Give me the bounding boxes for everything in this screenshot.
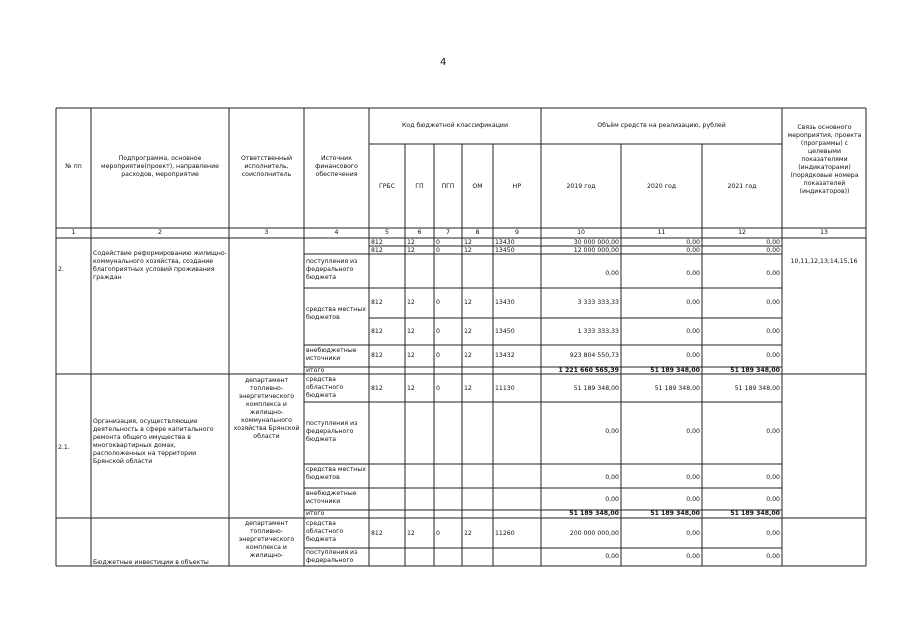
cell-pgp: 0 <box>436 530 440 537</box>
cell-2021: 0,00 <box>766 553 780 560</box>
section-2-num: 2. <box>58 266 64 273</box>
cell-source: поступления из федерального бюджета <box>306 420 358 443</box>
header-num: № пп <box>65 163 82 170</box>
cell-2020: 0,00 <box>686 239 700 246</box>
cell-2019: 1 333 333,33 <box>577 328 619 335</box>
colnum: 9 <box>515 229 519 236</box>
cell-2020: 51 189 348,00 <box>654 385 700 392</box>
cell-pgp: 0 <box>436 352 440 359</box>
cell-grbs: 812 <box>371 239 383 246</box>
cell-2019: 51 189 348,00 <box>573 385 619 392</box>
cell-grbs: 812 <box>371 299 383 306</box>
cell-2019: 3 333 333,33 <box>577 299 619 306</box>
header-volume: Объём средств на реализацию, рублей <box>597 122 726 129</box>
cell-om: 12 <box>464 299 472 306</box>
cell-source: поступления из федерального <box>306 549 358 564</box>
header-responsible: Ответственный исполнитель, соисполнитель <box>241 155 292 178</box>
cell-source-total: итого <box>306 510 325 517</box>
cell-om: 12 <box>464 385 472 392</box>
cell-gp: 12 <box>407 385 415 392</box>
header-program: Подпрограмма, основное мероприятие(проект), направление расходов, мероприятие <box>101 155 219 178</box>
section-2-title: Содействие реформированию жилищно-коммунального хозяйства, создание благоприятных условий проживания граждан <box>93 250 227 281</box>
colnum: 5 <box>385 229 389 236</box>
cell-np: 13432 <box>495 352 515 359</box>
cell-2020: 0,00 <box>686 428 700 435</box>
cell-2020-total: 51 189 348,00 <box>650 367 700 374</box>
cell-np: 13430 <box>495 239 515 246</box>
cell-2021: 0,00 <box>766 352 780 359</box>
cell-2020: 0,00 <box>686 474 700 481</box>
colnum: 8 <box>475 229 480 236</box>
cell-np: 11130 <box>495 385 515 392</box>
cell-grbs: 812 <box>371 385 383 392</box>
cell-2021-total: 51 189 348,00 <box>730 510 780 517</box>
header-pgp: ПГП <box>441 183 455 190</box>
cell-source: средства областного бюджета <box>306 520 344 543</box>
cell-np: 13450 <box>495 247 515 254</box>
header-budget-code: Код бюджетной классификации <box>402 122 508 129</box>
cell-2020: 0,00 <box>686 328 700 335</box>
cell-grbs: 812 <box>371 352 383 359</box>
cell-source: внебюджетные источники <box>306 347 357 362</box>
cell-2019: 200 000 000,00 <box>569 530 619 537</box>
cell-2020-total: 51 189 348,00 <box>650 510 700 517</box>
section-2-1-responsible: департамент топливно-энергетического комплекса и жилищно-коммунального хозяйства Брянской области <box>233 377 300 440</box>
cell-source-total: итого <box>306 367 325 374</box>
cell-pgp: 0 <box>436 239 440 246</box>
cell-om: 12 <box>464 352 472 359</box>
cell-2021-total: 51 189 348,00 <box>730 367 780 374</box>
cell-2021: 51 189 348,00 <box>734 385 780 392</box>
cell-2020: 0,00 <box>686 352 700 359</box>
colnum: 6 <box>417 229 422 236</box>
colnum: 2 <box>158 229 162 236</box>
cell-gp: 12 <box>407 299 415 306</box>
cell-2019: 0,00 <box>605 270 619 277</box>
cell-2021: 0,00 <box>766 328 780 335</box>
cell-source: средства местных бюджетов <box>306 306 366 321</box>
colnum: 3 <box>264 229 269 236</box>
cell-pgp: 0 <box>436 299 440 306</box>
header-2021: 2021 год <box>727 183 757 190</box>
cell-2021: 0,00 <box>766 428 780 435</box>
header-2020: 2020 год <box>646 183 677 190</box>
colnum: 7 <box>446 229 450 236</box>
cell-np: 13450 <box>495 328 515 335</box>
header-link: Связь основного мероприятия, проекта (программы) с целевыми показателями (индикаторами) (порядковые номера показателей (индикаторов)) <box>787 124 862 195</box>
header-gp: ГП <box>415 183 424 190</box>
cell-2019: 0,00 <box>605 553 619 560</box>
cell-2019: 0,00 <box>605 496 619 503</box>
cell-pgp: 0 <box>436 328 440 335</box>
section-2-2-title: Бюджетные инвестиции в объекты <box>93 559 209 566</box>
cell-grbs: 812 <box>371 530 383 537</box>
cell-2021: 0,00 <box>766 247 780 254</box>
section-2-link: 10,11,12,13,14,15,16 <box>790 258 858 265</box>
cell-gp: 12 <box>407 328 415 335</box>
cell-om: 12 <box>464 247 472 254</box>
cell-gp: 12 <box>407 247 415 254</box>
cell-2020: 0,00 <box>686 270 700 277</box>
cell-om: 12 <box>464 328 472 335</box>
cell-grbs: 812 <box>371 247 383 254</box>
colnum: 1 <box>71 229 76 236</box>
header-grbs: ГРБС <box>378 183 396 190</box>
header-2019: 2019 год <box>566 183 596 190</box>
page-number: 4 <box>440 57 447 68</box>
cell-np: 13430 <box>495 299 515 306</box>
cell-2021: 0,00 <box>766 474 780 481</box>
cell-np: 11260 <box>495 530 515 537</box>
cell-2021: 0,00 <box>766 299 780 306</box>
cell-gp: 12 <box>407 239 415 246</box>
cell-2021: 0,00 <box>766 239 780 246</box>
cell-pgp: 0 <box>436 385 440 392</box>
colnum: 10 <box>577 229 585 236</box>
cell-gp: 12 <box>407 530 415 537</box>
cell-2020: 0,00 <box>686 496 700 503</box>
header-np: НР <box>512 183 522 190</box>
cell-2021: 0,00 <box>766 530 780 537</box>
cell-2020: 0,00 <box>686 530 700 537</box>
cell-source: внебюджетные источники <box>306 490 357 505</box>
cell-2020: 0,00 <box>686 247 700 254</box>
cell-om: 12 <box>464 530 472 537</box>
cell-2019: 0,00 <box>605 474 619 481</box>
colnum: 11 <box>657 229 666 236</box>
cell-2021: 0,00 <box>766 270 780 277</box>
cell-2019: 30 000 000,00 <box>573 239 619 246</box>
cell-pgp: 0 <box>436 247 440 254</box>
cell-source: поступления из федерального бюджета <box>306 258 358 281</box>
cell-2020: 0,00 <box>686 299 700 306</box>
cell-2020: 0,00 <box>686 553 700 560</box>
colnum: 4 <box>334 229 339 236</box>
cell-grbs: 812 <box>371 328 383 335</box>
header-om: ОМ <box>472 183 483 190</box>
section-2-2-responsible: департамент топливно-энергетического комплекса и жилищно- <box>238 520 295 559</box>
cell-2019: 12 000 000,00 <box>573 247 619 254</box>
section-2-1-num: 2.1. <box>58 444 70 451</box>
cell-2019-total: 51 189 348,00 <box>569 510 619 517</box>
cell-gp: 12 <box>407 352 415 359</box>
cell-om: 12 <box>464 239 472 246</box>
cell-source: средства местных бюджетов <box>306 466 366 481</box>
cell-2019: 923 804 550,73 <box>569 352 619 359</box>
colnum: 13 <box>820 229 828 236</box>
cell-2021: 0,00 <box>766 496 780 503</box>
cell-2019: 0,00 <box>605 428 619 435</box>
colnum: 12 <box>738 229 746 236</box>
cell-2019-total: 1 221 660 565,39 <box>558 367 619 374</box>
header-source: Источник финансового обеспечения <box>315 155 358 178</box>
section-2-1-title: Организация, осуществляющие деятельность в сфере капитального ремонта общего имущества в многоквартирных домах, расположенных на территории Брянской области <box>93 418 214 465</box>
cell-source: средства областного бюджета <box>306 376 344 399</box>
